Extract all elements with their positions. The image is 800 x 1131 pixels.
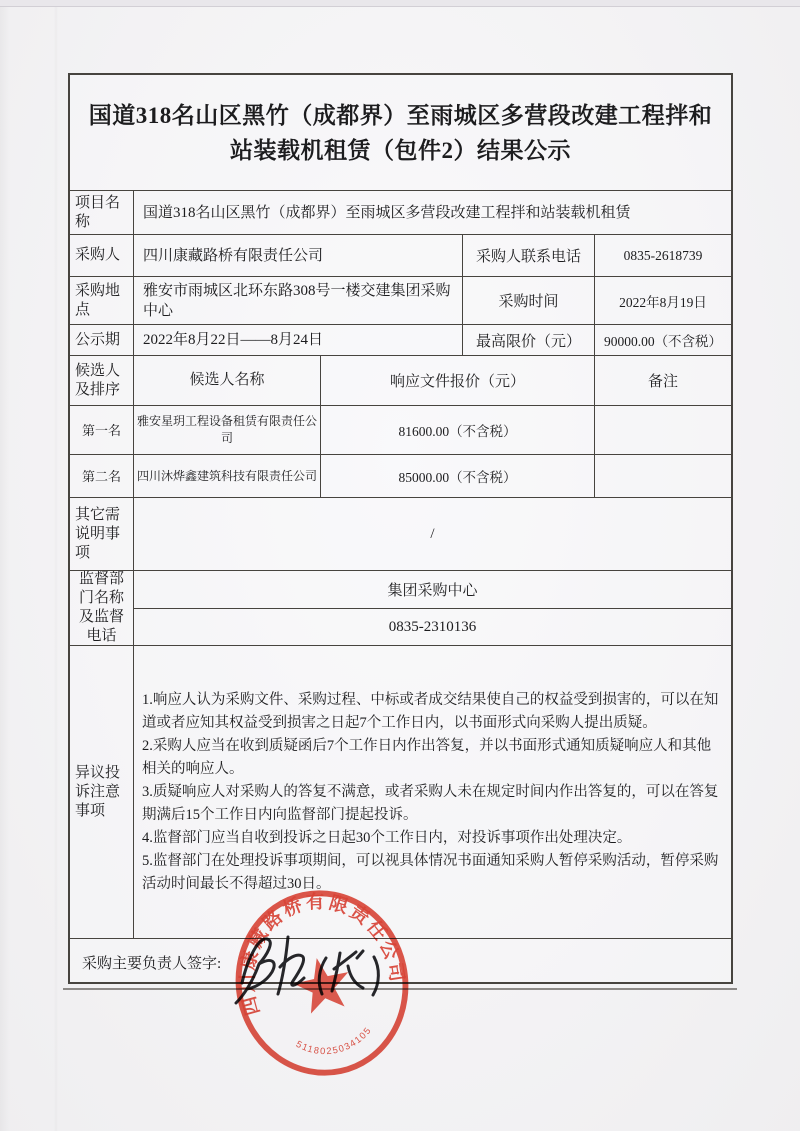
other-notes-label: 其它需说明事项	[75, 506, 121, 561]
purchase-time-value: 2022年8月19日	[594, 277, 731, 324]
publicity-value: 2022年8月22日——8月24日	[133, 325, 462, 355]
max-price-label: 最高限价（元）	[462, 325, 594, 355]
row-candidate-header	[70, 355, 731, 405]
row-supervision	[70, 570, 731, 645]
location-label: 采购地点	[75, 282, 121, 318]
signature-stroke	[319, 958, 326, 994]
candidate-row	[70, 454, 731, 497]
supervision-department: 集团采购中心	[387, 583, 478, 599]
seal-company-text: 四川康藏路桥有限责任公司	[237, 891, 408, 1018]
candidate-row	[70, 405, 731, 454]
row-title	[70, 75, 731, 190]
supervision-values	[133, 571, 731, 645]
candidate-price: 81600.00（不含税）	[320, 406, 594, 454]
location-value: 雅安市雨城区北环东路308号一楼交建集团采购中心	[133, 277, 462, 324]
purchaser-phone-label: 采购人联系电话	[462, 235, 594, 276]
purchase-time-label: 采购时间	[462, 277, 594, 324]
title-line-1: 国道318名山区黑竹（成都界）至雨城区多营段改建工程拌和	[88, 102, 713, 128]
signature-stroke	[373, 957, 378, 995]
signature-stroke	[332, 953, 340, 991]
purchaser-phone-value: 0835-2618739	[594, 235, 731, 276]
objection-item: 2.采购人应当在收到质疑函后7个工作日内作出答复，并以书面形式通知质疑响应人和其他相关的响应人。	[142, 737, 712, 777]
row-project-name	[70, 190, 731, 234]
row-location	[70, 276, 731, 324]
supervision-phone: 0835-2310136	[134, 608, 731, 645]
objection-item: 1.响应人认为采购文件、采购过程、中标或者成交结果使自己的权益受到损害的，可以在知道或者应知其权益受到损害之日起7个工作日内，以书面形式向采购人提出质疑。	[142, 691, 719, 731]
row-other-notes	[70, 497, 731, 570]
objection-item: 4.监督部门应当自收到投诉之日起30个工作日内，对投诉事项作出处理决定。	[142, 829, 632, 846]
candidate-rank: 第二名	[81, 468, 121, 484]
candidate-price: 85000.00（不含税）	[320, 455, 594, 497]
candidate-price-header: 响应文件报价（元）	[320, 356, 594, 405]
supervision-label: 监督部门名称及监督电话	[78, 571, 124, 644]
candidates-label: 候选人及排序	[75, 362, 121, 398]
candidate-remark	[594, 406, 731, 454]
publicity-label: 公示期	[75, 331, 121, 348]
purchaser-value: 四川康藏路桥有限责任公司	[133, 235, 462, 276]
project-name-label: 项目名称	[75, 194, 121, 230]
seal-number-text: 5118025034105	[294, 1024, 374, 1057]
title-line-2: 站装载机租赁（包件2）结果公示	[230, 137, 571, 163]
signature-stroke	[357, 951, 363, 958]
objection-label: 异议投诉注意事项	[75, 764, 121, 819]
candidate-name-header: 候选人名称	[133, 356, 320, 405]
max-price-value: 90000.00（不含税）	[594, 325, 731, 355]
objection-item: 5.监督部门在处理投诉事项期间，可以视具体情况书面通知采购人暂停采购活动，暂停采购活动时间最长不得超过30日。	[142, 852, 719, 892]
signature-stroke	[348, 966, 363, 988]
candidate-rank: 第一名	[81, 422, 121, 438]
announcement-table	[68, 73, 733, 984]
signature-ink	[228, 925, 438, 1010]
purchaser-label: 采购人	[75, 247, 121, 263]
paper-top-edge	[0, 0, 800, 7]
candidate-remark	[594, 455, 731, 497]
row-purchaser	[70, 234, 731, 276]
signature-stroke	[236, 964, 259, 1003]
candidate-name: 四川沐烨鑫建筑科技有限责任公司	[133, 455, 320, 497]
candidate-name: 雅安星玥工程设备租赁有限责任公司	[133, 406, 320, 454]
signature-label: 采购主要负责人签字:	[82, 956, 222, 972]
candidate-remark-header: 备注	[594, 356, 731, 405]
document-title	[70, 75, 731, 190]
other-notes-value: /	[133, 498, 731, 570]
svg-text:5118025034105	[293, 1023, 377, 1063]
objection-text	[133, 646, 731, 938]
row-publicity-period	[70, 324, 731, 355]
project-name-value: 国道318名山区黑竹（成都界）至雨城区多营段改建工程拌和站装载机租赁	[133, 191, 731, 234]
objection-item: 3.质疑响应人对采购人的答复不满意，或者采购人未在规定时间内作出答复的，可以在答复期满后15个工作日内向监督部门提起投诉。	[142, 783, 719, 823]
